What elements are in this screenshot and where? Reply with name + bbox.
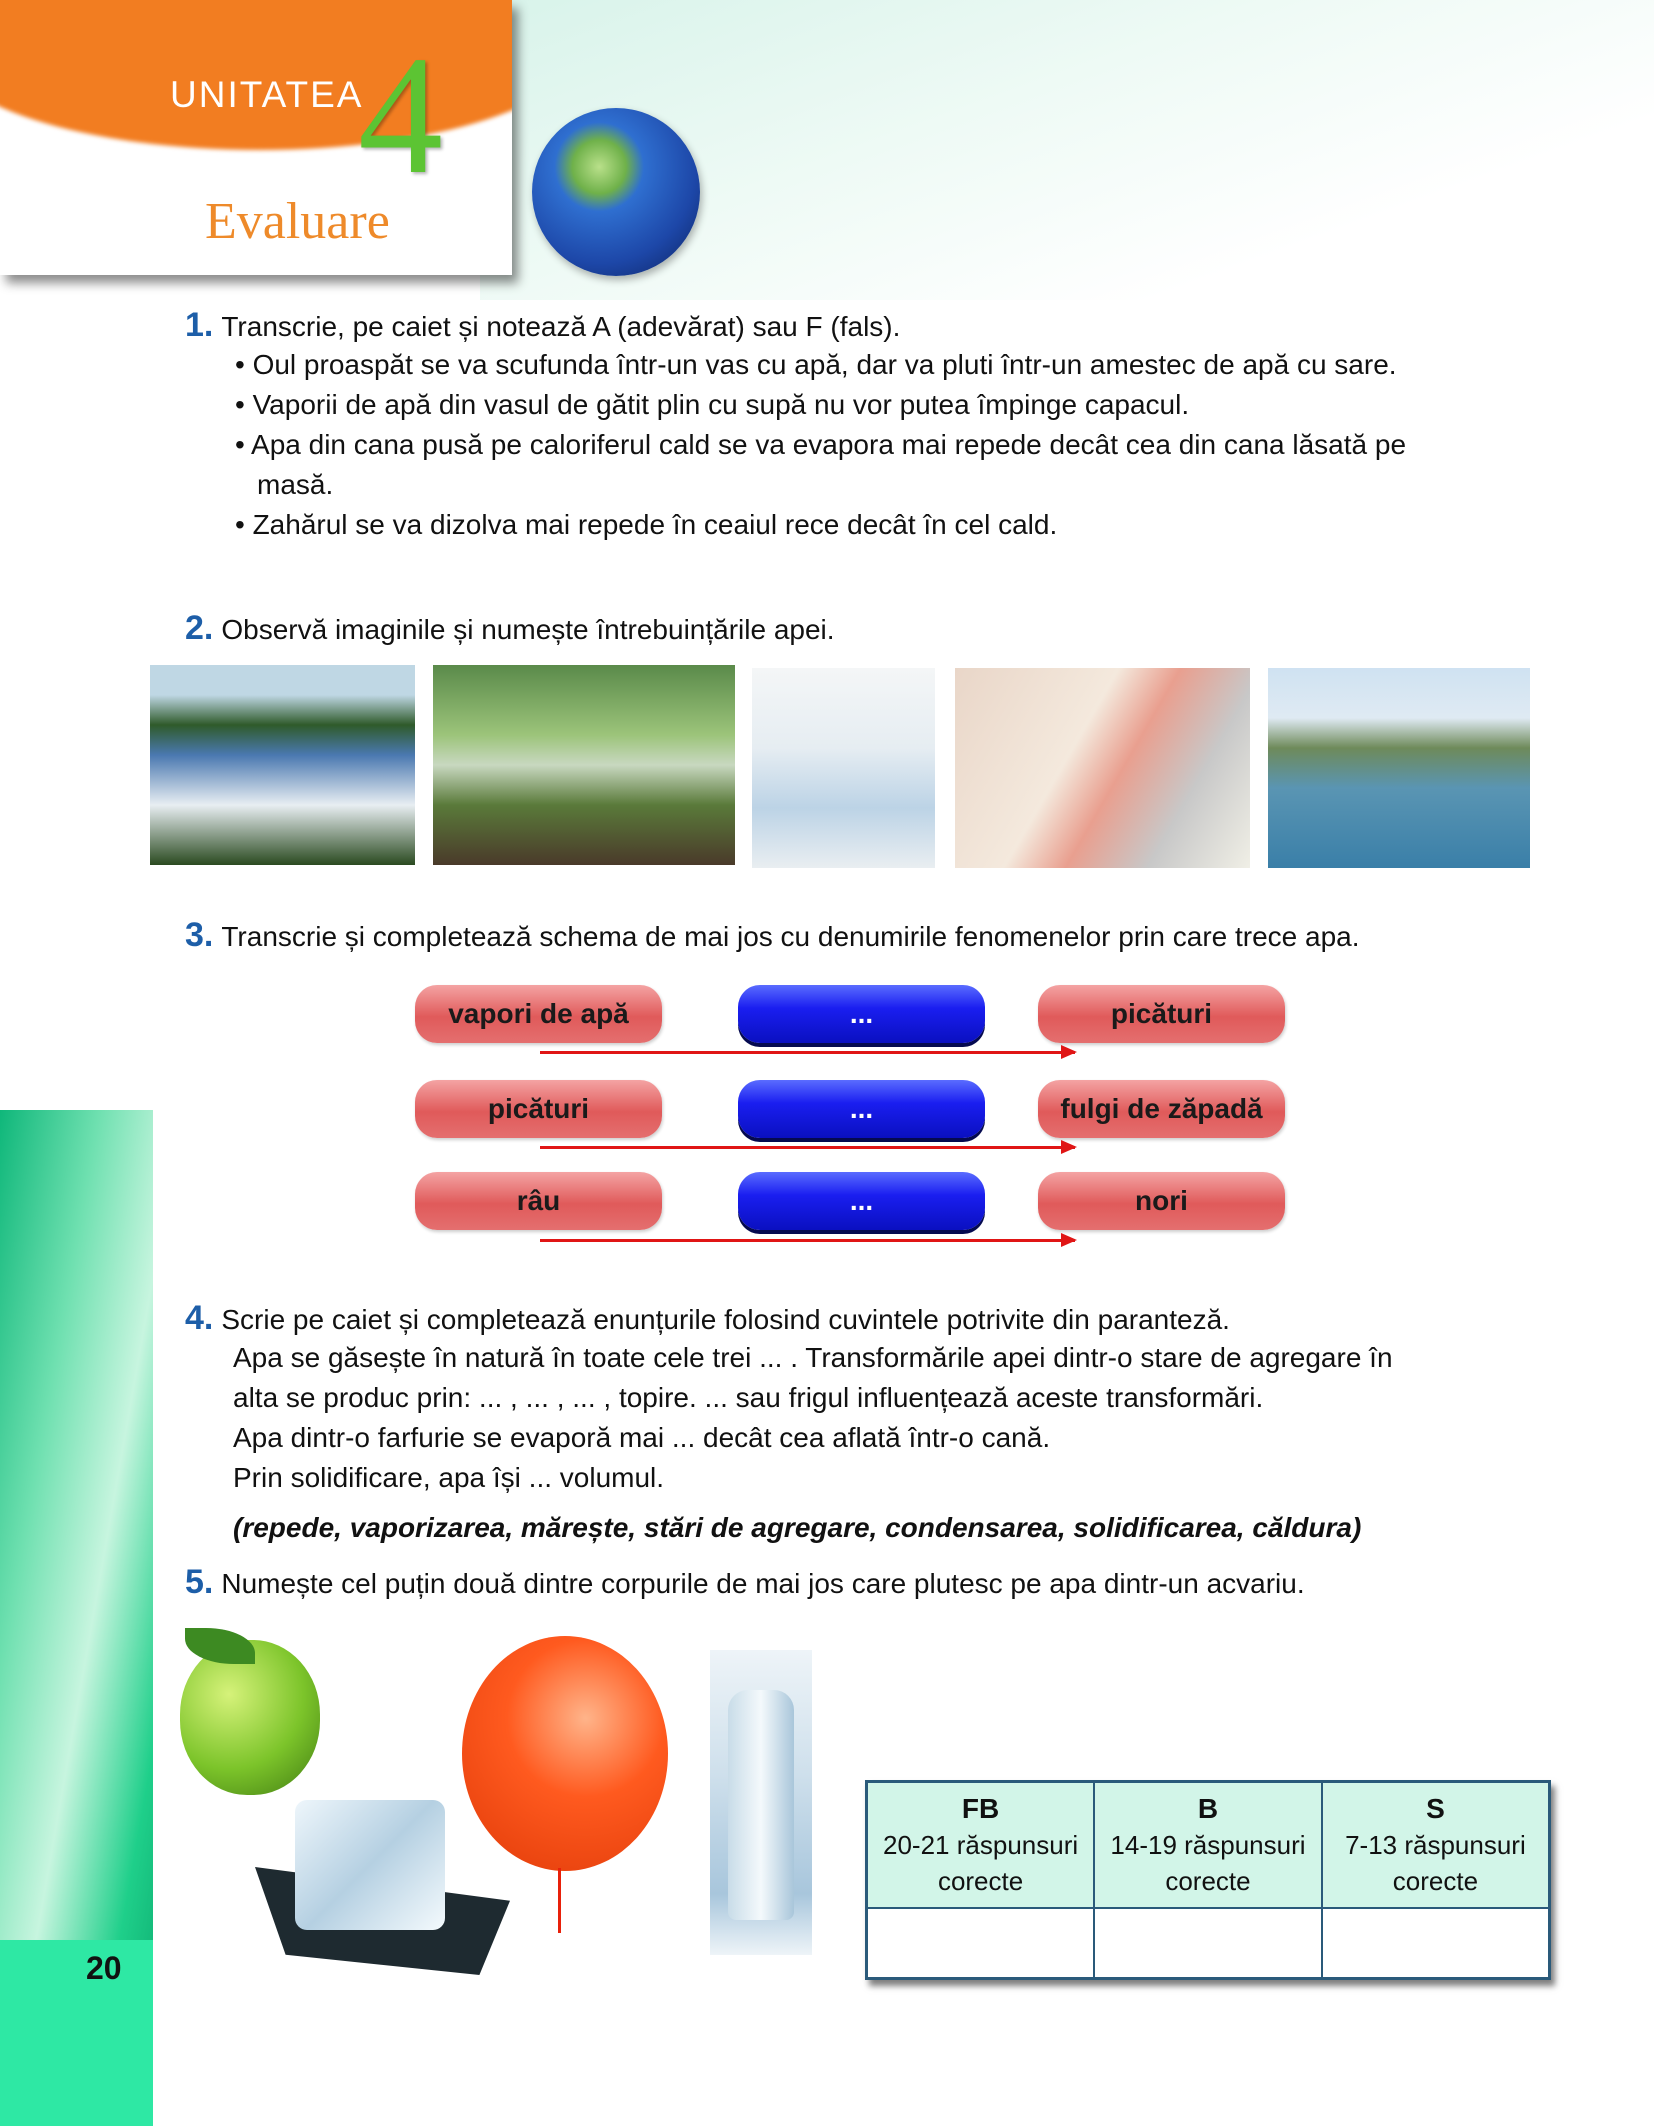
photo-seaside (1268, 668, 1530, 868)
fill-in-sentence: Apa dintr-o farfurie se evaporă mai ... decât cea aflată într-o cană. (233, 1422, 1051, 1453)
schema-blank: ... (738, 985, 985, 1043)
question-number: 5. (185, 1563, 214, 1601)
question-4 (185, 1298, 1230, 1340)
arrow-icon (540, 1239, 1075, 1242)
grade-cell-fb (867, 1908, 1095, 1978)
schema-to: nori (1038, 1172, 1285, 1230)
globe-image (532, 108, 700, 276)
page-number-band (0, 1940, 153, 2126)
ice-cubes-image (295, 1800, 445, 1930)
grade-cell-s (1322, 1908, 1550, 1978)
page-title: Evaluare (205, 193, 390, 250)
unit-header (0, 0, 512, 275)
question-number: 3. (185, 916, 214, 954)
photo-irrigation (433, 665, 735, 865)
arrow-icon (540, 1146, 1075, 1149)
fill-in-sentence: alta se produc prin: ... , ... , ... , topire. ... sau frigul influențează aceste transformări. (233, 1382, 1264, 1413)
question-prompt: Transcrie, pe caiet și notează A (adevărat) sau F (fals). (221, 311, 901, 342)
statement: masă. (257, 469, 334, 500)
unit-number: 4 (358, 21, 443, 209)
water-bottle-image (728, 1690, 794, 1920)
statement: • Apa din cana pusă pe caloriferul cald se va evapora mai repede decât cea din cana lăsată pe (235, 429, 1407, 460)
word-bank: (repede, vaporizarea, mărește, stări de agregare, condensarea, solidificarea, căldura) (233, 1512, 1362, 1543)
question-number: 1. (185, 306, 214, 344)
question-2 (185, 608, 835, 650)
photo-dam (150, 665, 415, 865)
balloon-image (462, 1636, 668, 1871)
fill-in-sentence: Apa se găsește în natură în toate cele trei ... . Transformările apei dintr-o stare de agregare în (233, 1342, 1393, 1373)
schema-blank: ... (738, 1172, 985, 1230)
fill-in-sentence: Prin solidificare, apa își ... volumul. (233, 1462, 665, 1493)
schema-from: vapori de apă (415, 985, 662, 1043)
page-number: 20 (86, 1950, 122, 1986)
photo-hand-washing (955, 668, 1250, 868)
photo-water-bottles (752, 668, 935, 868)
statement: • Zahărul se va dizolva mai repede în ceaiul rece decât în cel cald. (235, 509, 1058, 540)
grade-header-fb: FB 20-21 răspunsuri corecte (867, 1782, 1095, 1909)
apple-leaf-image (185, 1628, 255, 1664)
question-prompt: Transcrie și completează schema de mai jos cu denumirile fenomenelor prin care trece apa. (221, 921, 1360, 952)
grade-cell-b (1094, 1908, 1322, 1978)
question-number: 4. (185, 1299, 214, 1337)
grading-table (865, 1780, 1551, 1980)
question-prompt: Numește cel puțin două dintre corpurile de mai jos care plutesc pe apa dintr-un acvariu. (221, 1568, 1305, 1599)
schema-to: fulgi de zăpadă (1038, 1080, 1285, 1138)
schema-from: râu (415, 1172, 662, 1230)
statement: • Vaporii de apă din vasul de gătit plin cu supă nu vor putea împinge capacul. (235, 389, 1190, 420)
grade-header-s: S 7-13 răspunsuri corecte (1322, 1782, 1550, 1909)
arrow-icon (540, 1051, 1075, 1054)
balloon-string (558, 1868, 561, 1933)
question-number: 2. (185, 609, 214, 647)
schema-to: picături (1038, 985, 1285, 1043)
question-3 (185, 915, 1360, 957)
unit-label: UNITATEA (170, 74, 364, 115)
schema-from: picături (415, 1080, 662, 1138)
grade-header-b: B 14-19 răspunsuri corecte (1094, 1782, 1322, 1909)
statement: • Oul proaspăt se va scufunda într-un vas cu apă, dar va pluti într-un amestec de apă cu sare. (235, 349, 1397, 380)
schema-blank: ... (738, 1080, 985, 1138)
question-prompt: Observă imaginile și numește întrebuințările apei. (221, 614, 835, 645)
question-5 (185, 1562, 1305, 1604)
question-1 (185, 305, 900, 347)
question-prompt: Scrie pe caiet și completează enunțurile folosind cuvintele potrivite din paranteză. (221, 1304, 1230, 1335)
